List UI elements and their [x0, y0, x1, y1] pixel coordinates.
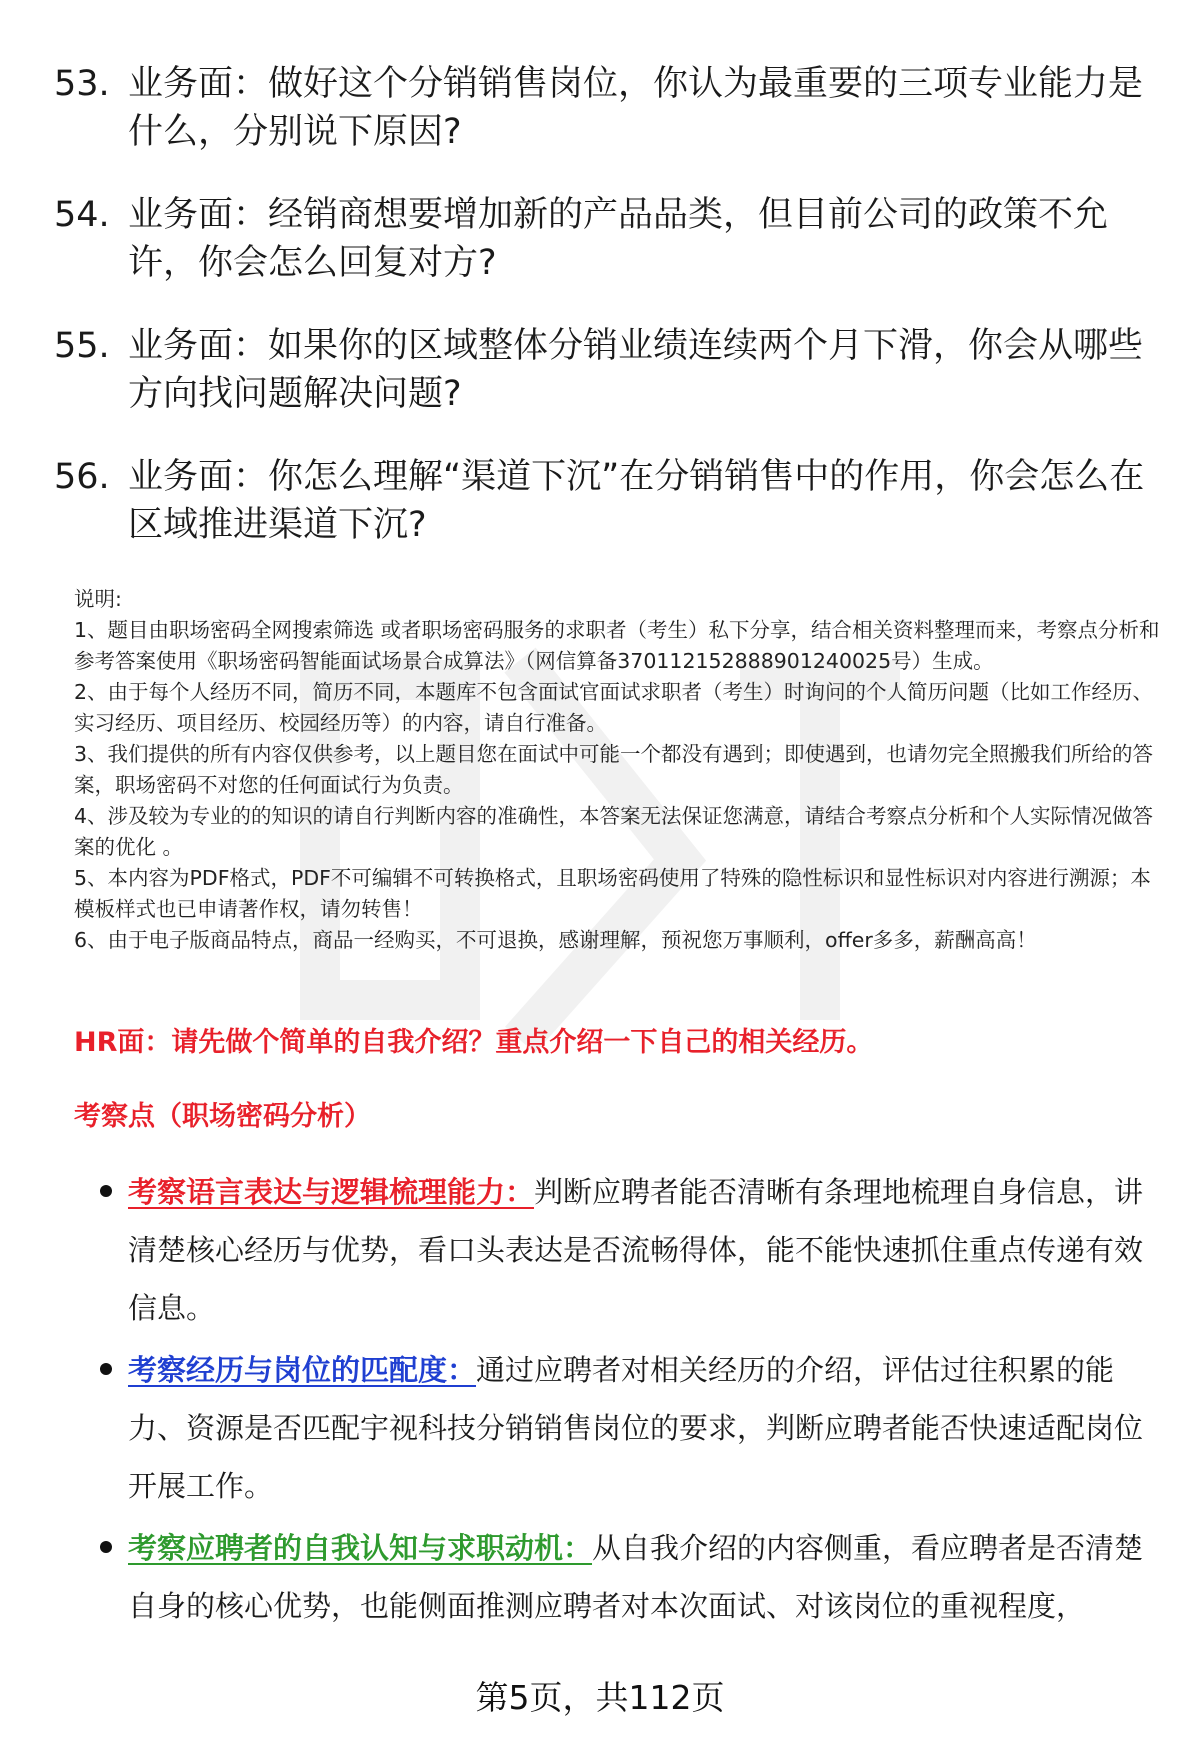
page-footer: 第5页，共112页 [475, 1678, 725, 1717]
bullet-dot-icon [100, 1185, 112, 1197]
analysis-bullet [100, 1519, 1150, 1635]
bullet-lead: 考察经历与岗位的匹配度： [128, 1353, 477, 1387]
hr-question-title: HR面：请先做个简单的自我介绍？重点介绍一下自己的相关经历。 [74, 1027, 874, 1058]
analysis-bullet [100, 1341, 1150, 1515]
question-item [54, 322, 1154, 418]
question-item [54, 60, 1154, 156]
note-item: 1、题目由职场密码全网搜索筛选 或者职场密码服务的求职者（考生）私下分享，结合相关资料整理而来，考察点分析和参考答案使用《职场密码智能面试场景合成算法》（网信算备370112152888901240025号）生成。 [74, 618, 1160, 673]
note-item: 3、我们提供的所有内容仅供参考，以上题目您在面试中可能一个都没有遇到；即使遇到，也请勿完全照搬我们所给的答案，职场密码不对您的任何面试行为负责。 [74, 742, 1154, 797]
bullet-dot-icon [100, 1541, 112, 1553]
bullet-lead: 考察语言表达与逻辑梳理能力： [128, 1175, 535, 1209]
notes-heading: 说明: [74, 587, 122, 611]
bullet-text: 通过应聘者对相关经历的介绍，评估过往积累的能力、资源是否匹配宇视科技分销销售岗位的要求，判断应聘者能否快速适配岗位开展工作。 [128, 1353, 1144, 1503]
analysis-subtitle: 考察点（职场密码分析） [74, 1101, 371, 1132]
question-number: 55. [54, 326, 110, 366]
note-item: 5、本内容为PDF格式，PDF不可编辑不可转换格式，且职场密码使用了特殊的隐性标识和显性标识对内容进行溯源；本模板样式也已申请著作权，请勿转售！ [74, 866, 1151, 921]
bullet-text: 从自我介绍的内容侧重，看应聘者是否清楚自身的核心优势，也能侧面推测应聘者对本次面试、对该岗位的重视程度， [128, 1531, 1144, 1623]
question-list [54, 60, 1154, 584]
note-item: 2、由于每个人经历不同，简历不同，本题库不包含面试官面试求职者（考生）时询问的个人简历问题（比如工作经历、实习经历、项目经历、校园经历等）的内容，请自行准备。 [74, 680, 1154, 735]
question-text: 业务面：做好这个分销销售岗位，你认为最重要的三项专业能力是什么，分别说下原因? [128, 64, 1144, 152]
question-item [54, 453, 1154, 549]
note-item: 6、由于电子版商品特点，商品一经购买，不可退换，感谢理解，预祝您万事顺利，offer多多，薪酬高高！ [74, 928, 1037, 952]
question-text: 业务面：如果你的区域整体分销业绩连续两个月下滑，你会从哪些方向找问题解决问题? [128, 326, 1144, 414]
question-number: 54. [54, 195, 110, 235]
bullet-lead: 考察应聘者的自我认知与求职动机： [128, 1531, 593, 1565]
note-item: 4、涉及较为专业的的知识的请自行判断内容的准确性，本答案无法保证您满意，请结合考察点分析和个人实际情况做答案的优化 。 [74, 804, 1154, 859]
question-number: 56. [54, 457, 110, 497]
analysis-bullet-list [100, 1163, 1150, 1639]
question-item [54, 191, 1154, 287]
question-number: 53. [54, 64, 110, 104]
notes-section [74, 584, 1164, 956]
bullet-text: 判断应聘者能否清晰有条理地梳理自身信息，讲清楚核心经历与优势，看口头表达是否流畅得体，能不能快速抓住重点传递有效信息。 [128, 1175, 1144, 1325]
question-text: 业务面：你怎么理解“渠道下沉”在分销销售中的作用，你会怎么在区域推进渠道下沉? [128, 457, 1145, 545]
question-text: 业务面：经销商想要增加新的产品品类，但目前公司的政策不允许，你会怎么回复对方? [128, 195, 1109, 283]
analysis-bullet [100, 1163, 1150, 1337]
bullet-dot-icon [100, 1363, 112, 1375]
